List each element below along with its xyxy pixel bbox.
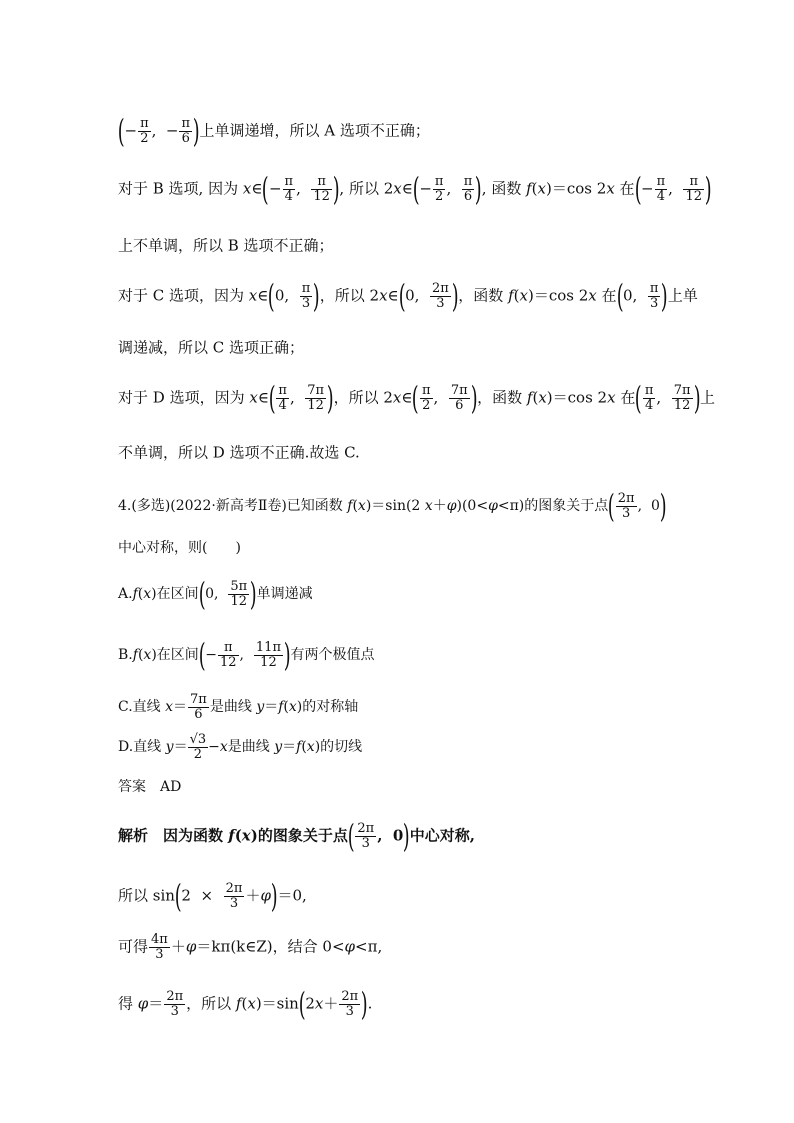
line-6: 对于 D 选项，因为 x∈( $\frac{\pi}{4}$ , $\frac{7\pi}{12}$ )，所以 2x∈( $\frac{\pi}{2}$ , $\frac{7\pi}{6}$ )，函数 f(x)＝cos 2x 在( $\frac{\pi}{4}$ , $\frac{7\pi}{12}$ )上: [118, 379, 716, 417]
solution-3: 可得 $\frac{4\pi}{3}$ ＋φ＝kπ(k∈Z)，结合 0<φ<π,: [118, 932, 383, 962]
solution-4: 得 φ＝ $\frac{2\pi}{3}$ ，所以 f(x)＝sin(2x＋ $\frac{2\pi}{3}$ ).: [118, 985, 373, 1023]
answer: 答案 AD: [118, 779, 182, 795]
option-c: C.直线 x＝ $\frac{7\pi}{6}$ 是曲线 y＝f(x)的对称轴: [118, 692, 359, 722]
line-5: 调递减，所以 C 选项正确；: [118, 338, 305, 357]
question-4-cont: 中心对称，则( ): [118, 540, 241, 556]
option-d: D.直线 y＝ $\frac{√3}{2}$ −x是曲线 y＝f(x)的切线: [118, 732, 363, 762]
question-4: 4.(多选)(2022·新高考Ⅱ卷)已知函数 f(x)＝sin(2 x＋φ)(0<φ<π)的图象关于点( $\frac{2\pi}{3}$ , 0): [118, 487, 667, 525]
option-a: A.f(x)在区间(0, $\frac{5\pi}{12}$ )单调递减: [118, 575, 313, 613]
line-1: (− $\frac{\pi}{2}$ , − $\frac{\pi}{6}$ )上单调递增，所以 A 选项不正确；: [117, 112, 430, 150]
solution-1: 解析 因为函数 f(x)的图象关于点( $\frac{2\pi}{3}$ , 0)中心对称,: [118, 817, 476, 855]
option-b: B.f(x)在区间(− $\frac{\pi}{12}$ , $\frac{11\pi}{12}$ )有两个极值点: [118, 636, 375, 674]
solution-2: 所以 sin(2 × $\frac{2\pi}{3}$ ＋φ)＝0,: [118, 877, 307, 915]
line-7: 不单调，所以 D 选项不正确.故选 C.: [118, 443, 360, 462]
line-2: 对于 B 选项, 因为 x∈(− $\frac{\pi}{4}$ , $\frac{\pi}{12}$ ), 所以 2x∈(− $\frac{\pi}{2}$ , $\frac{\pi}{6}$ ), 函数 f(x)＝cos 2x 在(− $\frac{\pi}{4}$ , $\frac{\pi}{12}$ ): [118, 170, 712, 208]
line-4: 对于 C 选项，因为 x∈(0, $\frac{\pi}{3}$ )，所以 2x∈(0, $\frac{2\pi}{3}$ )，函数 f(x)＝cos 2x 在(0, $\frac{\pi}{3}$ )上单: [118, 277, 698, 315]
line-3: 上不单调，所以 B 选项不正确；: [118, 236, 334, 255]
